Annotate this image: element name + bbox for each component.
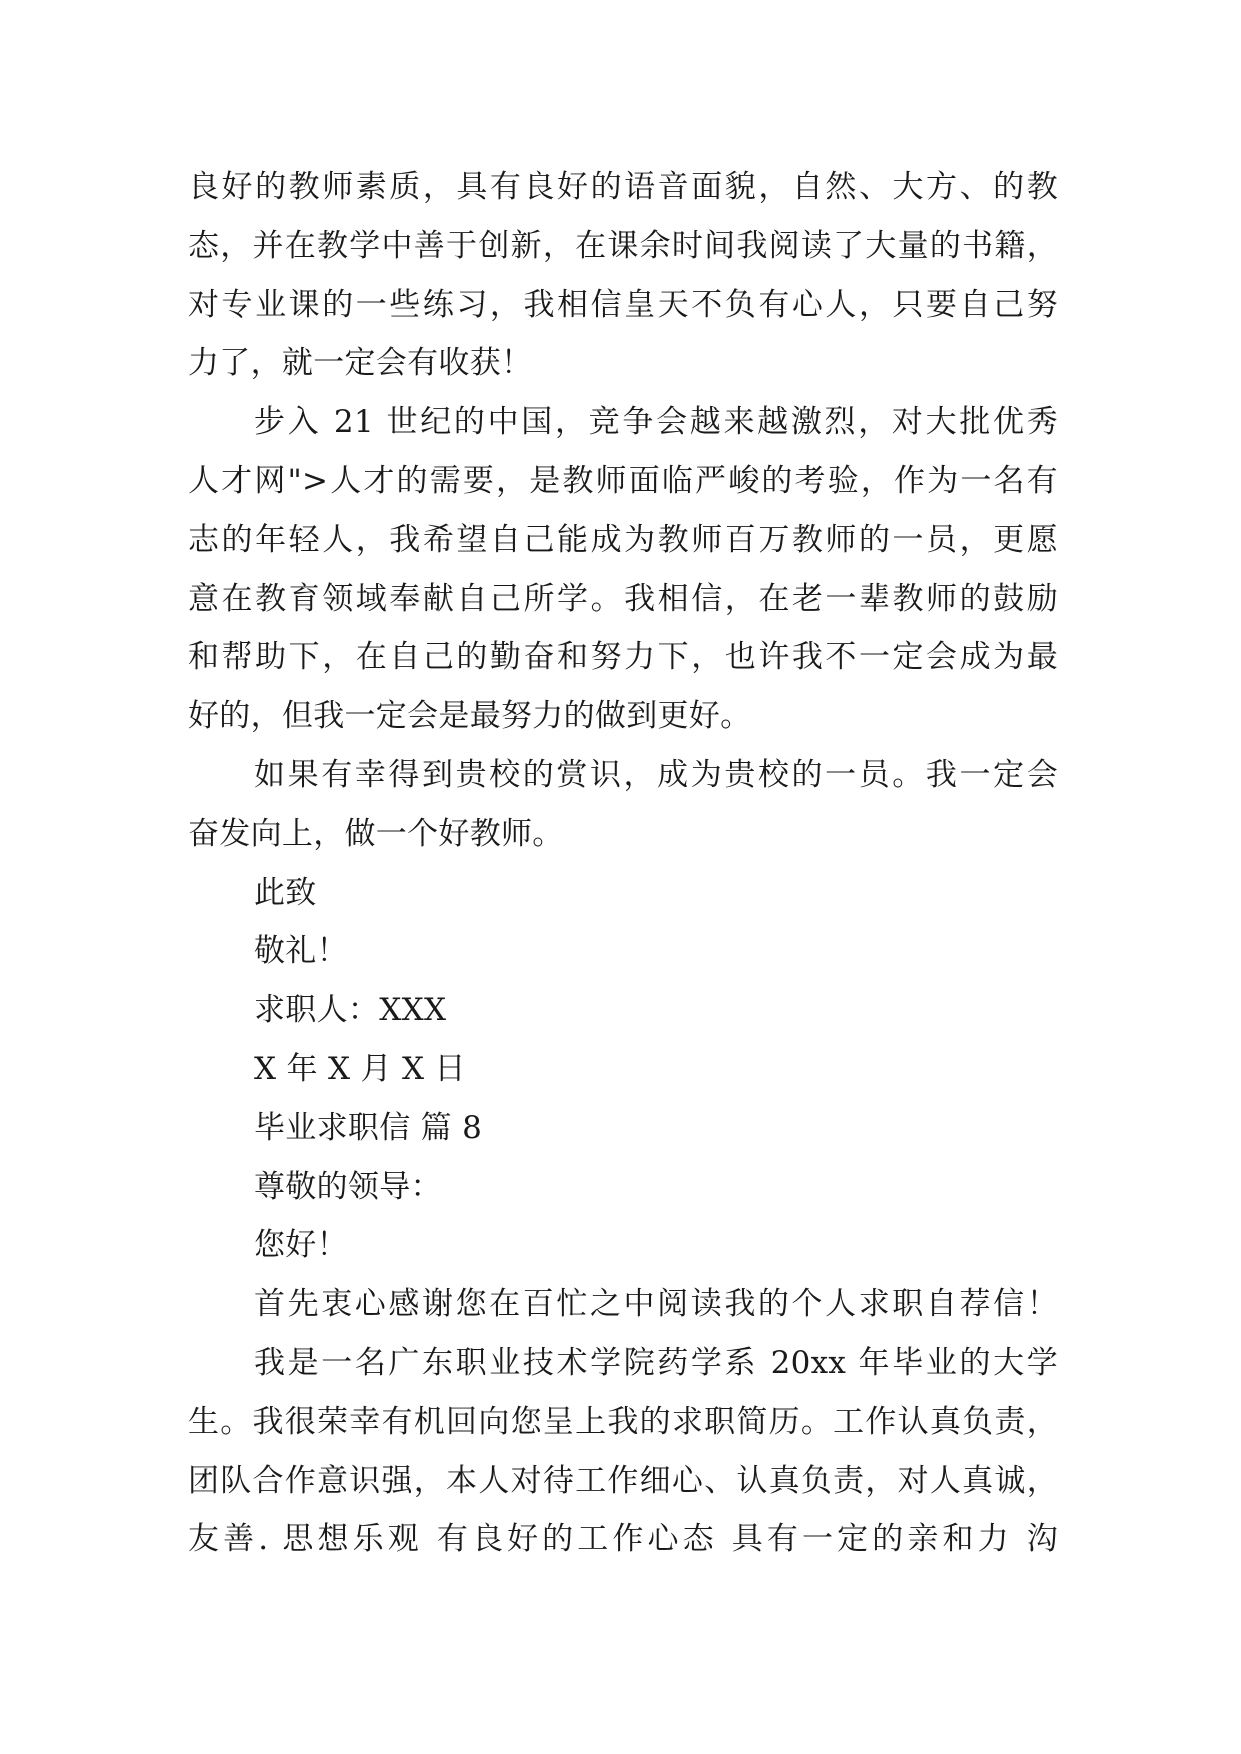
text-line: 好的，但我一定会是最努力的做到更好。 (188, 698, 752, 735)
text-line: 志的年轻人，我希望自己能成为教师百万教师的一员，更愿 (188, 521, 1058, 558)
text-line: 友善. 思想乐观 有良好的工作心态 具有一定的亲和力 沟 (188, 1521, 1058, 1558)
text-line: 对专业课的一些练习，我相信皇天不负有心人，只要自己努 (188, 286, 1058, 323)
text-line: 生。我很荣幸有机回向您呈上我的求职简历。工作认真负责， (188, 1403, 1058, 1440)
text-line: 首先衷心感谢您在百忙之中阅读我的个人求职自荐信！ (254, 1286, 1058, 1323)
text-line: 我是一名广东职业技术学院药学系 20xx 年毕业的大学 (254, 1344, 1058, 1381)
document-body (188, 158, 1058, 1569)
text-line: X 年 X 月 X 日 (254, 1050, 466, 1087)
text-line: 如果有幸得到贵校的赏识，成为贵校的一员。我一定会 (254, 756, 1058, 793)
text-line: 尊敬的领导： (254, 1168, 442, 1205)
text-line: 意在教育领域奉献自己所学。我相信，在老一辈教师的鼓励 (188, 580, 1058, 617)
text-line: 敬礼！ (254, 933, 348, 970)
text-line: 良好的教师素质，具有良好的语音面貌，自然、大方、的教 (188, 169, 1058, 205)
text-line: 态，并在教学中善于创新，在课余时间我阅读了大量的书籍， (188, 227, 1058, 264)
text-line: 和帮助下，在自己的勤奋和努力下，也许我不一定会成为最 (188, 639, 1058, 676)
text-line: 奋发向上，做一个好教师。 (188, 815, 564, 852)
text-line: 此致 (254, 874, 317, 911)
text-line: 毕业求职信 篇 8 (254, 1109, 483, 1146)
text-line: 步入 21 世纪的中国，竞争会越来越激烈，对大批优秀 (254, 404, 1058, 441)
text-line: 求职人：XXX (254, 992, 447, 1029)
text-line: 人才网">人才的需要，是教师面临严峻的考验，作为一名有 (188, 462, 1058, 499)
text-line: 力了，就一定会有收获！ (188, 345, 533, 382)
text-line: 团队合作意识强，本人对待工作细心、认真负责，对人真诚， (188, 1462, 1058, 1499)
text-line: 您好！ (254, 1227, 348, 1264)
